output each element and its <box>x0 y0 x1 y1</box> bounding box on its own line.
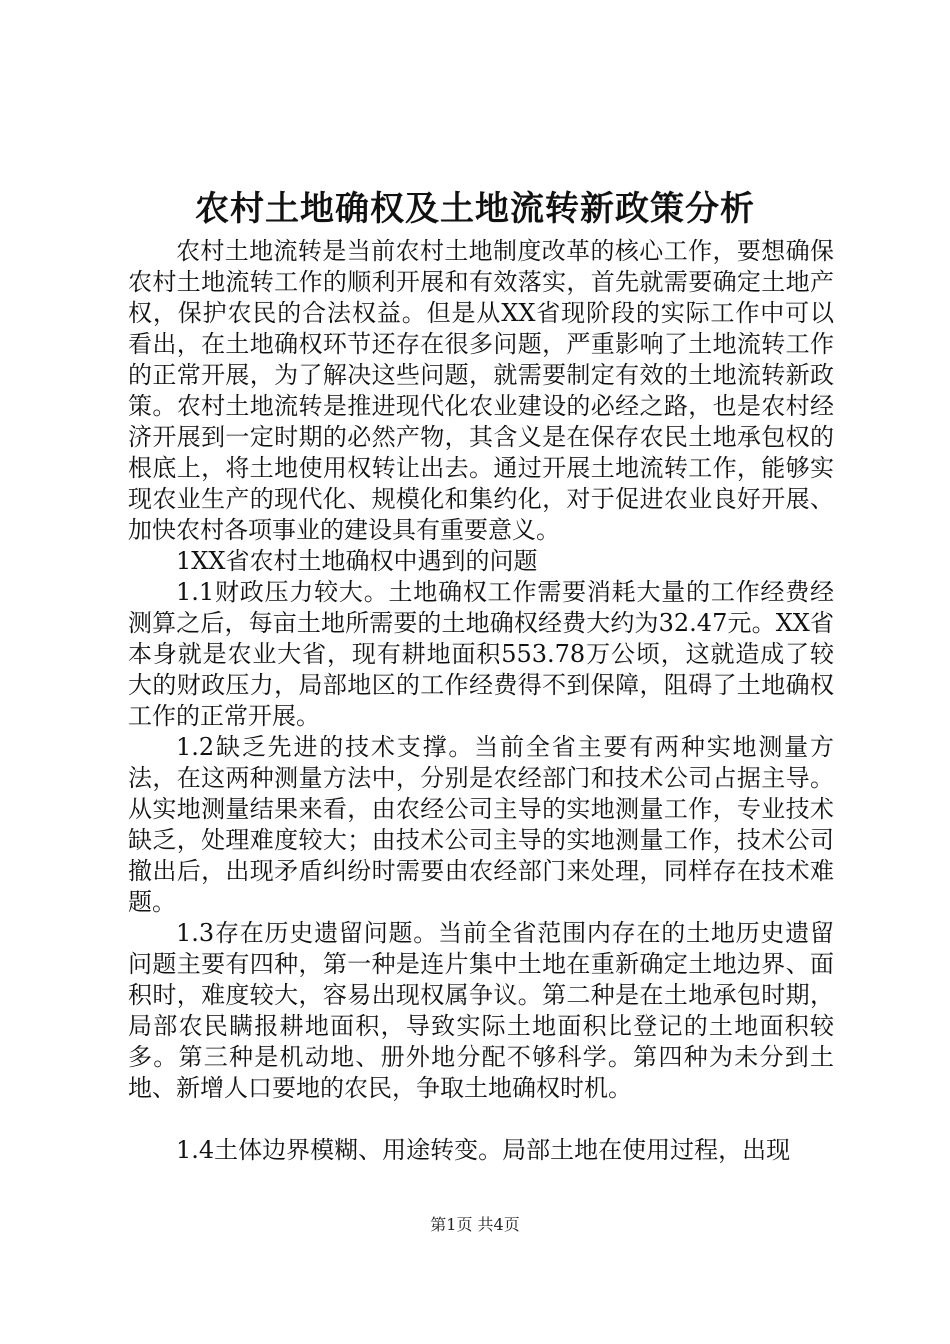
section-heading: 1XX省农村土地确权中遇到的问题 <box>176 547 538 575</box>
intro-paragraph: 农村土地流转是当前农村土地制度改革的核心工作，要想确保农村土地流转工作的顺利开展和有效落实，首先就需要确定土地产权，保护农民的合法权益。但是从XX省现阶段的实际工作中可以看出，在土地确权环节还存在很多问题，严重影响了土地流转工作的正常开展，为了解决这些问题，就需要制定有效的土地流转新政策。农村土地流转是推进现代化农业建设的必经之路，也是农村经济开展到一定时期的必然产物，其含义是在保存农民土地承包权的根底上，将土地使用权转让出去。通过开展土地流转工作，能够实现农业生产的现代化、规模化和集约化，对于促进农业良好开展、加快农村各项事业的建设具有重要意义。 <box>128 237 834 544</box>
section-paragraph-1-4: 1.4土体边界模糊、用途转变。局部土地在使用过程，出现 <box>176 1136 791 1164</box>
section-paragraph-1-1: 1.1财政压力较大。土地确权工作需要消耗大量的工作经费经测算之后，每亩土地所需要的土地确权经费大约为32.47元。XX省本身就是农业大省，现有耕地面积553.78万公顷，这就造成了较大的财政压力，局部地区的工作经费得不到保障，阻碍了土地确权工作的正常开展。 <box>128 578 834 730</box>
section-paragraph-1-2: 1.2缺乏先进的技术支撑。当前全省主要有两种实地测量方法，在这两种测量方法中，分别是农经部门和技术公司占据主导。从实地测量结果来看，由农经公司主导的实地测量工作，专业技术缺乏，处理难度较大；由技术公司主导的实地测量工作，技术公司撤出后，出现矛盾纠纷时需要由农经部门来处理，同样存在技术难题。 <box>128 733 834 916</box>
section-paragraph-1-3: 1.3存在历史遗留问题。当前全省范围内存在的土地历史遗留问题主要有四种，第一种是连片集中土地在重新确定土地边界、面积时，难度较大，容易出现权属争议。第二种是在土地承包时期，局部农民瞒报耕地面积，导致实际土地面积比登记的土地面积较多。第三种是机动地、册外地分配不够科学。第四种为未分到土地、新增人口要地的农民，争取土地确权时机。 <box>128 919 834 1102</box>
page-number: 第1页 共4页 <box>430 1215 520 1234</box>
document-body <box>128 236 834 1166</box>
document-title: 农村土地确权及土地流转新政策分析 <box>195 189 755 229</box>
